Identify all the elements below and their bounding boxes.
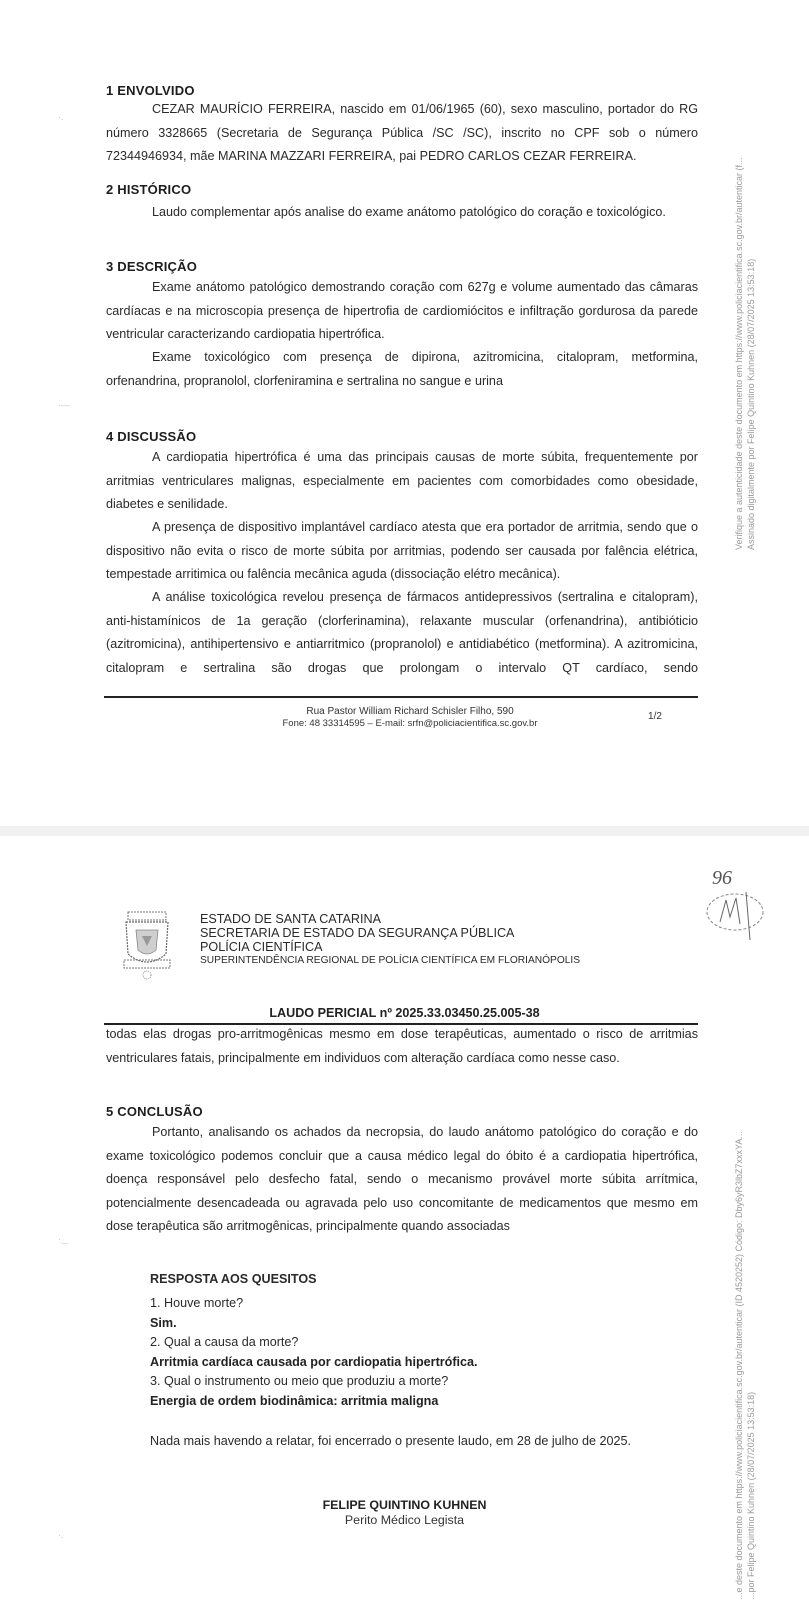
conclusao-paragraph <box>106 1121 698 1239</box>
historico-paragraph: Laudo complementar após analise do exame anátomo patológico do coração e toxicológico. <box>152 205 666 219</box>
handwritten-page-mark <box>700 862 770 942</box>
signature-block <box>0 1498 809 1528</box>
envolvido-text <box>106 98 698 169</box>
page-mark-number: 96 <box>712 867 732 889</box>
scan-artifact: ·— <box>58 400 70 410</box>
scan-artifact: ·‿ <box>58 1234 69 1244</box>
section-title-envolvido: 1 ENVOLVIDO <box>106 83 195 98</box>
descricao-paragraph-2 <box>106 346 698 393</box>
report-title: LAUDO PERICIAL nº 2025.33.03450.25.005-38 <box>269 1006 540 1020</box>
document-page-2 <box>0 836 809 1600</box>
authenticity-stamp <box>733 986 757 1600</box>
descricao-text-2: Exame toxicológico com presença de dipirona, azitromicina, citalopram, metformina, orfenandrina, propranolol, clorfeniramina e sertralina no sangue e urina <box>106 350 698 388</box>
authenticity-line-1: Verifique a autenticidade deste documento em https://www.policiacientifica.sc.gov.br/autenticar (f... <box>734 157 744 550</box>
descricao-paragraph-1 <box>106 276 698 347</box>
conclusao-text: Portanto, analisando os achados da necropsia, do laudo anátomo patológico do coração e do exame toxicológico podemos concluir que a causa médico legal do óbito é a cardiopatia hipertrófica, doença responsável pelo desfecho fatal, sendo o mecanismo provável morte súbita arrítmica, potencialmente desencadeada ou agravada pelo uso concomitante de medicamentos que mesmo em dose terapêutica são arritmogênicas, principalmente quando associadas <box>106 1125 698 1234</box>
discussao-paragraph-2 <box>106 516 698 587</box>
discussao-text-3: A análise toxicológica revelou presença de fármacos antidepressivos (sertralina e citalopram), anti-histamínicos de 1a geração (clorferinamina), relaxante muscular (orfenandrina), antibióticio (azitromicina), antihipertensivo e antiarritmico (propranolol) e antidiabético (metformina). A azitromicina, citalopram e sertralina são drogas que prolongam o intervalo QT cardíaco, sendo <box>106 590 698 675</box>
section-title-conclusao: 5 CONCLUSÃO <box>106 1104 203 1119</box>
authenticity-line-2: Assinado digitalmente por Felipe Quintino Kuhnen (28/07/2025 13:53:18) <box>746 258 756 550</box>
header-police: POLÍCIA CIENTÍFICA <box>200 940 323 954</box>
quesito-answer-1: Sim. <box>150 1315 177 1330</box>
footer-divider <box>104 696 698 698</box>
quesito-answer-2: Arritmia cardíaca causada por cardiopatia hipertrófica. <box>150 1354 478 1369</box>
authenticity-stamp <box>733 70 757 550</box>
discussao-text-2: A presença de dispositivo implantável cardíaco atesta que era portador de arritmia, sendo que o dispositivo não evita o risco de morte súbita por arritmias, podendo ser causada por falência elétrica, tempestade arritimica ou falência mecânica aguda (dissociação elétro mecânica). <box>106 520 698 582</box>
descricao-text-1: Exame anátomo patológico demostrando coração com 627g e volume aumentado das câmaras cardíacas e na microscopia presença de hipertrofia de cardiomiócitos e infiltração gordurosa da parede ventricular caracterizando cardiopatia hipertrófica. <box>106 280 698 342</box>
authenticity-line-2: ...por Felipe Quintino Kuhnen (28/07/2025 13:53:18) <box>746 1391 756 1600</box>
discussao-paragraph-1 <box>106 446 698 517</box>
header-state: ESTADO DE SANTA CATARINA <box>200 912 382 926</box>
page-number: 1/2 <box>648 711 662 722</box>
header-superintendency: SUPERINTENDÊNCIA REGIONAL DE POLÍCIA CIENTÍFICA EM FLORIANÓPOLIS <box>200 955 581 966</box>
signer-name: FELIPE QUINTINO KUHNEN <box>322 1498 487 1512</box>
quesito-question-3: 3. Qual o instrumento ou meio que produziu a morte? <box>150 1374 449 1388</box>
institution-header <box>200 912 580 968</box>
signer-role: Perito Médico Legista <box>344 1513 465 1527</box>
page-separator <box>0 826 809 836</box>
discussao-paragraph-3 <box>106 586 698 680</box>
envolvido-paragraph: CEZAR MAURÍCIO FERREIRA, nascido em 01/06/1965 (60), sexo masculino, portador do RG número 3328665 (Secretaria de Segurança Pública /SC /SC), inscrito no CPF sob o número 72344946934, mãe MARINA MAZZARI FERREIRA, pai PEDRO CARLOS CEZAR FERREIRA. <box>106 102 698 164</box>
quesito-question-2: 2. Qual a causa da morte? <box>150 1335 299 1349</box>
quesito-answer-3: Energia de ordem biodinâmica: arritmia maligna <box>150 1393 439 1408</box>
historico-text <box>106 201 698 225</box>
footer-address-block <box>230 706 590 730</box>
section-title-discussao: 4 DISCUSSÃO <box>106 429 197 444</box>
section-title-historico: 2 HISTÓRICO <box>106 182 192 197</box>
section-title-descricao: 3 DESCRIÇÃO <box>106 259 198 274</box>
coat-of-arms-icon <box>120 910 174 982</box>
scan-artifact: ·. <box>58 1530 64 1540</box>
footer-address: Rua Pastor William Richard Schisler Filho, 590 <box>306 706 514 717</box>
continuation-paragraph: todas elas drogas pro-arritmogênicas mesmo em dose terapêuticas, aumentado o risco de arritmias ventriculares fatais, principalmente em individuos com alteração cardíaca como nesse caso. <box>106 1027 698 1065</box>
quesitos-list <box>150 1294 478 1411</box>
footer-contact: Fone: 48 33314595 – E-mail: srfn@policiacientifica.sc.gov.br <box>282 718 538 729</box>
closing-statement: Nada mais havendo a relatar, foi encerrado o presente laudo, em 28 de julho de 2025. <box>150 1434 631 1448</box>
scan-artifact: ·. <box>58 112 64 122</box>
authenticity-line-1: ...e deste documento em https://www.policiacientifica.sc.gov.br/autenticar (ID 4520252) Código: Dby6yR3lbZ7xxxYA... <box>734 1131 744 1600</box>
quesito-question-1: 1. Houve morte? <box>150 1296 244 1310</box>
quesitos-title: RESPOSTA AOS QUESITOS <box>150 1272 317 1286</box>
header-secretariat: SECRETARIA DE ESTADO DA SEGURANÇA PÚBLICA <box>200 926 515 940</box>
discussao-text-1: A cardiopatia hipertrófica é uma das principais causas de morte súbita, frequentemente por arritmias ventriculares malignas, especialmente em pacientes com comorbidades como obesidade, diabetes e senilidade. <box>106 450 698 512</box>
